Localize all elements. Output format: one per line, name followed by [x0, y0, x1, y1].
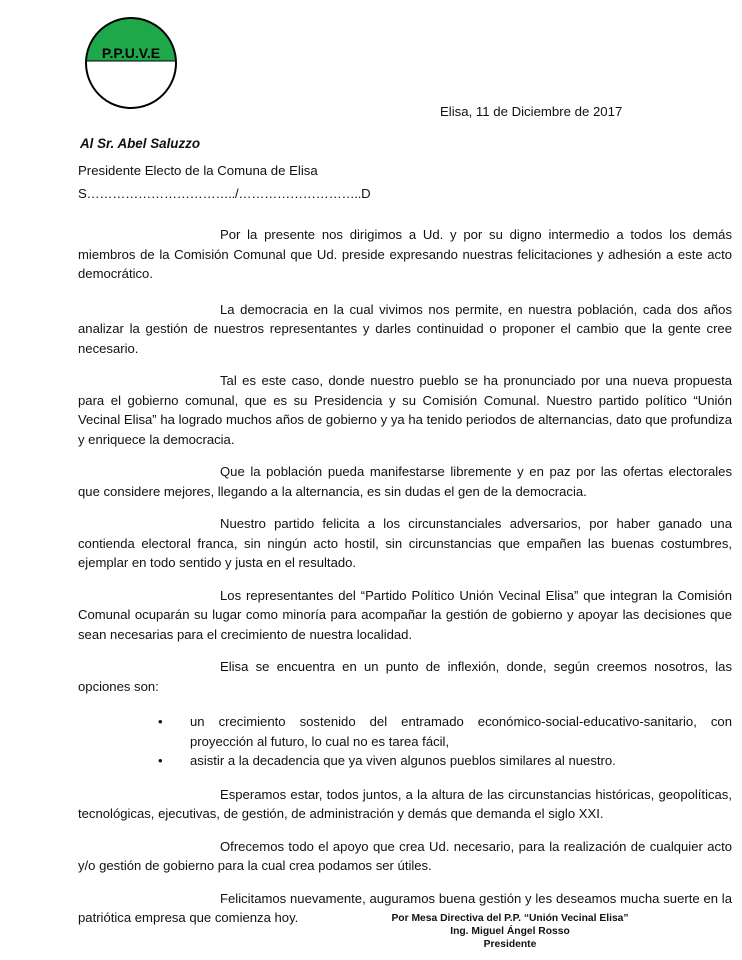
paragraph: Los representantes del “Partido Político Unión Vecinal Elisa” que integran la Comisión Comunal ocuparán su lugar como minoría para acompañar la gestión de gobierno y apoyar las decisiones que sean necesarias para el crecimiento de nuestra localidad. [78, 587, 732, 642]
paragraph: Por la presente nos dirigimos a Ud. y por su digno intermedio a todos los demás miembros de la Comisión Comunal que Ud. preside expresando nuestras felicitaciones y adhesión a este acto democrático. [78, 227, 732, 281]
options-list [78, 712, 732, 771]
paragraph: Ofrecemos todo el apoyo que crea Ud. necesario, para la realización de cualquier acto y/o gestión de gobierno para la cual crea podamos ser útiles. [78, 838, 732, 873]
letter-date: Elisa, 11 de Diciembre de 2017 [440, 104, 623, 119]
addressee-title: Presidente Electo de la Comuna de Elisa [78, 163, 318, 178]
paragraph: Tal es este caso, donde nuestro pueblo se ha pronunciado por una nueva propuesta para el gobierno comunal, que es su Presidencia y su Comisión Comunal. Nuestro partido político “Unión Vecinal Elisa” ha logrado muchos años de gobierno y ya ha tenido periodos de alternancias, dato que profundiza y enriquece la democracia. [78, 373, 732, 447]
list-item [78, 751, 732, 771]
signature-line-1: Por Mesa Directiva del P.P. “Unión Vecinal Elisa” [391, 913, 629, 924]
party-logo [84, 16, 178, 110]
paragraph: Felicitamos nuevamente, auguramos buena gestión y les deseamos mucha suerte en la patriótica empresa que comienza hoy. [78, 890, 732, 925]
paragraph: La democracia en la cual vivimos nos permite, en nuestra población, cada dos años analizar la gestión de nuestros representantes y darles continuidad o proponer el cambio que la gente cree necesario. [78, 301, 732, 356]
addressee-name: Al Sr. Abel Saluzzo [80, 136, 201, 151]
letter-body [78, 225, 732, 941]
paragraph: Esperamos estar, todos juntos, a la altura de las circunstancias históricas, geopolíticas, tecnológicas, ejecutivas, de gestión, de administración y demás que demanda el siglo XXI. [78, 786, 732, 821]
paragraph: Que la población pueda manifestarse libremente y en paz por las ofertas electorales que considere mejores, llegando a la alternancia, es sin dudas el gen de la democracia. [78, 464, 732, 499]
bullet-icon: • [158, 753, 163, 768]
paragraph: Elisa se encuentra en un punto de inflexión, donde, según creemos nosotros, las opciones son: [78, 659, 732, 694]
signature-block [360, 912, 660, 951]
signature-role: Presidente [483, 939, 537, 950]
logo-text: P.P.U.V.E [101, 45, 161, 61]
party-logo-seal [84, 16, 178, 110]
list-item [78, 712, 732, 751]
bullet-icon: • [158, 714, 163, 729]
salutation-sd-line: S……………………………../………………………..D [78, 186, 371, 201]
signature-name: Ing. Miguel Ángel Rosso [450, 926, 570, 937]
option-text: un crecimiento sostenido del entramado económico-social-educativo-sanitario, con proyección al futuro, lo cual no es tarea fácil, [190, 714, 732, 749]
paragraph: Nuestro partido felicita a los circunstanciales adversarios, por haber ganado una contienda electoral franca, sin ningún acto hostil, sin circunstancias que empañen las buenas costumbres, ejemplar en todo sentido y justa en el resultado. [78, 516, 732, 570]
option-text: asistir a la decadencia que ya viven algunos pueblos similares al nuestro. [190, 753, 616, 768]
